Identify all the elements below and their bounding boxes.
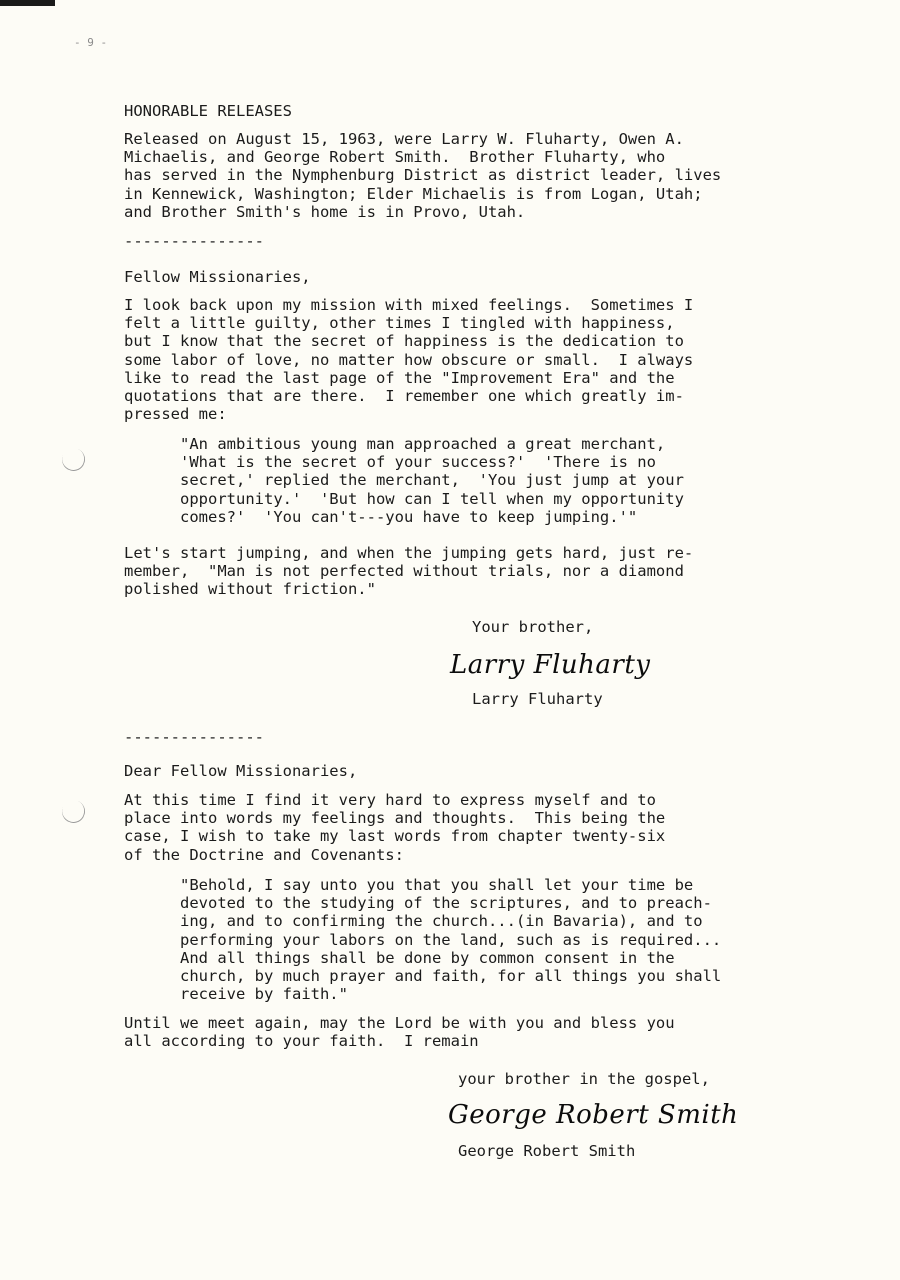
letter1-valediction: Your brother, (472, 618, 594, 636)
release-paragraph: Released on August 15, 1963, were Larry W. Fluharty, Owen A. Michaelis, and George Robert Smith. Brother Fluharty, who has served in the Nymphenburg District as district leader, lives in Kennewick, Washington; Elder Michaelis is from Logan, Utah; and Brother Smith's home is in Provo, Utah. (124, 130, 722, 221)
letter2-signature: George Robert Smith (448, 1100, 739, 1130)
letter1-salutation: Fellow Missionaries, (124, 268, 311, 286)
letter2-valediction: your brother in the gospel, (458, 1070, 710, 1088)
letter2-closing-paragraph: Until we meet again, may the Lord be with you and bless you all according to your faith. I remain (124, 1014, 675, 1051)
letter1-body: I look back upon my mission with mixed feelings. Sometimes I felt a little guilty, other times I tingled with happiness, but I know that the secret of happiness is the dedication to some labor of love, no matter how obscure or small. I always like to read the last page of the "Improvement Era" and the quotations that are there. I remember one which greatly im- pressed me: (124, 296, 694, 424)
divider: --------------- (124, 728, 264, 746)
letter1-quote: "An ambitious young man approached a great merchant, 'What is the secret of your success?' 'There is no secret,' replied the merchant, 'You just jump at your opportunity.' 'But how can I tell when my opportunity comes?' 'You can't---you have to keep jumping.'" (180, 435, 684, 526)
letter1-typed-name: Larry Fluharty (472, 690, 603, 708)
letter1-signature: Larry Fluharty (450, 650, 651, 680)
letter2-typed-name: George Robert Smith (458, 1142, 636, 1160)
punch-hole-mark (59, 797, 88, 826)
punch-hole-mark (59, 445, 88, 474)
letter2-salutation: Dear Fellow Missionaries, (124, 762, 358, 780)
letter2-quote: "Behold, I say unto you that you shall let your time be devoted to the studying of the scriptures, and to preach- ing, and to confirming the church...(in Bavaria), and to performing your labors on the land, such as is required... And all things shall be done by common consent in the church, by much prayer and faith, for all things you shall receive by faith." (180, 876, 722, 1004)
letter1-closing-paragraph: Let's start jumping, and when the jumping gets hard, just re- member, "Man is not perfected without trials, nor a diamond polished without friction." (124, 544, 694, 599)
section-title: HONORABLE RELEASES (124, 102, 292, 120)
divider: --------------- (124, 232, 264, 250)
letter2-body: At this time I find it very hard to express myself and to place into words my feelings and thoughts. This being the case, I wish to take my last words from chapter twenty-six of the Doctrine and Covenants: (124, 791, 666, 864)
page-number: - 9 - (74, 36, 108, 49)
